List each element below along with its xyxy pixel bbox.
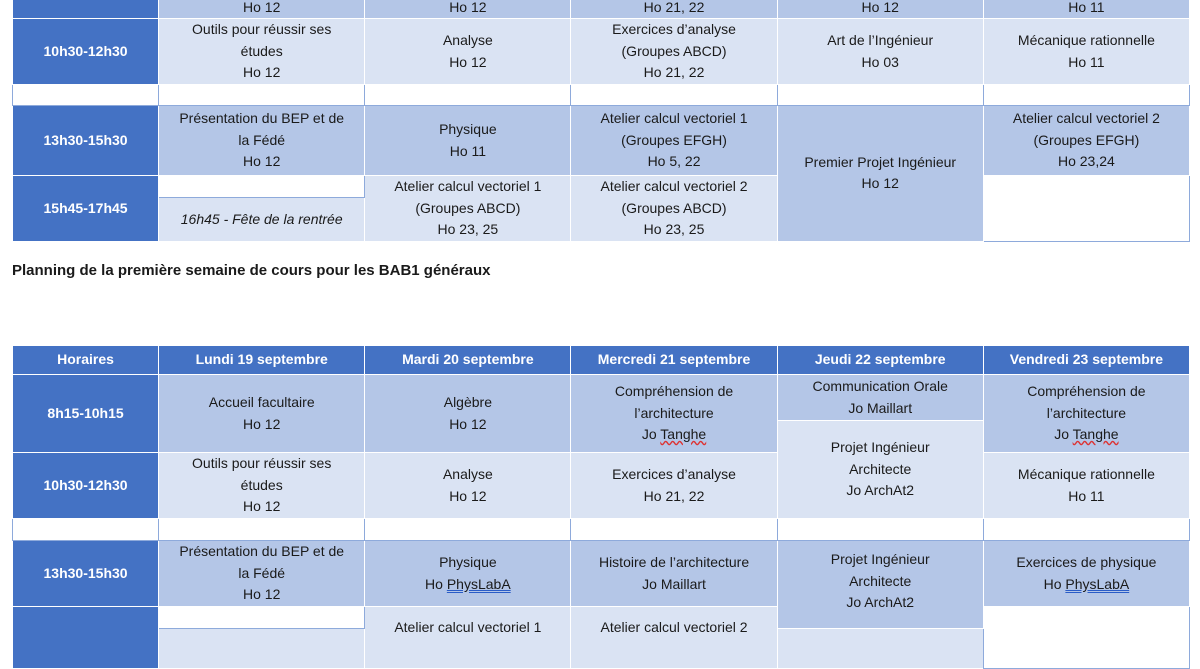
cell-line: Physique (439, 121, 497, 137)
blank-cell (983, 176, 1189, 242)
schedule-cell (983, 19, 1189, 85)
cell-line: Mécanique rationnelle (1017, 466, 1155, 482)
cell-line: (Groupes EFGH) (621, 131, 727, 148)
schedule-cell (571, 106, 777, 176)
cell-line: Accueil facultaire (208, 394, 315, 410)
cell-text: Ho 11 (1068, 0, 1105, 15)
table-row (13, 519, 1190, 541)
blank-cell (777, 85, 983, 106)
cell-text: Tanghe (1072, 426, 1119, 443)
cell-line: Ho 12 (243, 415, 281, 432)
schedule-cell (777, 421, 983, 519)
schedule-table-top (12, 0, 1190, 242)
schedule-cell (777, 541, 983, 629)
section-heading: Planning de la première semaine de cours pour les BAB1 généraux (12, 262, 491, 279)
schedule-cell (365, 19, 571, 85)
schedule-cell (159, 0, 365, 19)
blank-cell (159, 176, 365, 198)
schedule-cell (983, 0, 1189, 19)
schedule-cell (983, 375, 1189, 453)
schedule-cell (571, 541, 777, 607)
blank-cell (13, 519, 159, 541)
cell-line: Atelier calcul vectoriel 1 (394, 178, 542, 194)
cell-line: Atelier calcul vectoriel 2 (600, 178, 748, 194)
schedule-cell (571, 607, 777, 669)
header-row (13, 346, 1190, 375)
blank-cell (983, 519, 1189, 541)
cell-line: Jo ArchAt2 (846, 482, 915, 499)
schedule-cell (365, 0, 571, 19)
schedule-cell (159, 375, 365, 453)
table-row (13, 541, 1190, 607)
cell-line: études (240, 42, 283, 59)
schedule-cell (777, 375, 983, 421)
schedule-cell (983, 106, 1189, 176)
event-cell: 16h45 - Fête de la rentrée (159, 198, 365, 241)
cell-line: Ho 12 (449, 415, 487, 432)
schedule-cell (365, 453, 571, 519)
cell-line: Ho 11 (1068, 53, 1105, 70)
cell-line: Ho 11 (449, 142, 487, 159)
time-cell (13, 607, 159, 669)
table-row (13, 85, 1190, 106)
time-cell (13, 0, 159, 19)
column-header: Vendredi 23 septembre (983, 346, 1189, 375)
schedule-cell (365, 607, 571, 669)
table-row (13, 176, 1190, 198)
cell-line: Jo ArchAt2 (846, 594, 915, 610)
cell-line: Projet Ingénieur (830, 551, 930, 567)
cell-line: Présentation du BEP et de (179, 543, 345, 560)
cell-line: Ho 11 (1068, 487, 1105, 504)
cell-line (369, 574, 566, 596)
schedule-table-bab1 (12, 345, 1190, 669)
schedule-cell (159, 629, 365, 669)
schedule-cell (571, 0, 777, 19)
cell-line: Mécanique rationnelle (1017, 32, 1155, 48)
cell-line: Premier Projet Ingénieur (804, 153, 957, 170)
time-cell: 13h30-15h30 (13, 106, 159, 176)
cell-line: (Groupes EFGH) (1033, 131, 1140, 148)
cell-line: Ho 12 (243, 586, 281, 603)
cell-line: Compréhension de (614, 383, 734, 400)
cell-line: Architecte (849, 572, 912, 589)
cell-line: (Groupes ABCD) (415, 199, 521, 216)
blank-cell (983, 85, 1189, 106)
blank-cell (777, 519, 983, 541)
time-cell: 8h15-10h15 (13, 375, 159, 453)
time-cell: 10h30-12h30 (13, 19, 159, 85)
cell-line: Jo Maillart (848, 399, 913, 416)
schedule-cell (159, 541, 365, 607)
column-header: Horaires (13, 346, 159, 375)
cell-text: Ho 12 (243, 0, 281, 15)
table-row (13, 375, 1190, 421)
schedule-cell (365, 541, 571, 607)
cell-line (575, 424, 772, 446)
schedule-cell (983, 453, 1189, 519)
table-row (13, 607, 1190, 629)
cell-line: Atelier calcul vectoriel 2 (1012, 110, 1160, 127)
cell-line: Projet Ingénieur (830, 439, 930, 456)
cell-line: Exercices d’analyse (612, 466, 736, 482)
column-header: Jeudi 22 septembre (777, 346, 983, 375)
blank-cell (159, 85, 365, 106)
cell-line: Art de l’Ingénieur (827, 32, 934, 48)
cell-line: Ho 12 (449, 53, 487, 70)
cell-line: l’architecture (634, 404, 714, 421)
cell-line: (Groupes ABCD) (621, 42, 727, 59)
cell-text: PhysLabA (1065, 575, 1130, 592)
schedule-cell (571, 453, 777, 519)
cell-line: Ho 12 (243, 498, 281, 515)
cell-line: la Fédé (238, 564, 286, 581)
table-row (13, 0, 1190, 19)
cell-line: la Fédé (238, 131, 286, 148)
blank-cell (13, 85, 159, 106)
schedule-cell (777, 0, 983, 19)
cell-line: Ho 23, 25 (643, 221, 705, 237)
cell-line: Analyse (442, 32, 493, 48)
schedule-cell (777, 19, 983, 85)
blank-cell (365, 85, 571, 106)
blank-cell (571, 519, 777, 541)
cell-text: Ho (425, 575, 447, 592)
schedule-cell (159, 453, 365, 519)
cell-text: Tanghe (660, 426, 707, 443)
cell-line: Ho 23,24 (1057, 153, 1115, 170)
cell-line: Ho 21, 22 (643, 64, 705, 81)
column-header: Mardi 20 septembre (365, 346, 571, 375)
time-cell: 13h30-15h30 (13, 541, 159, 607)
schedule-cell (365, 106, 571, 176)
cell-line: Ho 12 (861, 175, 899, 192)
cell-line: Ho 23, 25 (437, 221, 499, 237)
cell-line: Ho 5, 22 (647, 153, 701, 170)
table-row (13, 19, 1190, 85)
cell-line: Présentation du BEP et de (179, 110, 345, 127)
blank-cell (159, 519, 365, 541)
blank-cell (159, 607, 365, 629)
blank-cell (365, 519, 571, 541)
cell-text: Ho 21, 22 (643, 0, 705, 15)
cell-line: Ho 12 (243, 64, 281, 81)
schedule-cell (571, 375, 777, 453)
cell-line: Physique (439, 554, 497, 570)
schedule-cell (365, 176, 571, 242)
schedule-cell (777, 629, 983, 669)
cell-line: Outils pour réussir ses (192, 455, 332, 472)
cell-line: Exercices d’analyse (612, 21, 736, 38)
cell-line: Atelier calcul vectoriel 1 (394, 619, 542, 635)
cell-line: Analyse (442, 466, 493, 482)
cell-line (988, 424, 1185, 446)
cell-line: Ho 12 (243, 153, 281, 170)
table-row (13, 106, 1190, 176)
schedule-cell (365, 375, 571, 453)
schedule-cell (571, 176, 777, 242)
cell-line: Communication Orale (812, 378, 948, 394)
cell-line: Algèbre (443, 394, 492, 410)
table-row (13, 453, 1190, 519)
cell-line: Compréhension de (1027, 383, 1146, 400)
column-header: Mercredi 21 septembre (571, 346, 777, 375)
cell-line: Ho 21, 22 (643, 487, 705, 504)
cell-text: Jo (641, 426, 661, 443)
cell-text: PhysLabA (446, 575, 511, 592)
schedule-cell (571, 19, 777, 85)
blank-cell (571, 85, 777, 106)
cell-line: Outils pour réussir ses (192, 21, 332, 38)
cell-line: Architecte (849, 460, 912, 477)
cell-line: Histoire de l’architecture (598, 554, 750, 570)
blank-cell (983, 607, 1189, 669)
time-cell: 10h30-12h30 (13, 453, 159, 519)
schedule-cell (159, 106, 365, 176)
cell-text: Ho 12 (449, 0, 487, 15)
cell-line: Ho 12 (449, 487, 487, 504)
cell-line: Atelier calcul vectoriel 1 (600, 110, 748, 127)
schedule-cell (983, 541, 1189, 607)
schedule-cell (777, 106, 983, 242)
cell-line: (Groupes ABCD) (621, 199, 727, 216)
column-header: Lundi 19 septembre (159, 346, 365, 375)
cell-line: études (240, 476, 283, 493)
cell-text: Jo (1054, 426, 1073, 443)
cell-line: l’architecture (1046, 404, 1127, 421)
cell-line: Ho 03 (861, 53, 899, 70)
time-cell: 15h45-17h45 (13, 176, 159, 242)
cell-text: Ho 12 (861, 0, 899, 15)
cell-line (988, 574, 1185, 596)
cell-text: Ho (1043, 575, 1066, 592)
cell-line: Atelier calcul vectoriel 2 (600, 619, 748, 635)
schedule-cell (159, 19, 365, 85)
cell-line: Jo Maillart (642, 575, 706, 592)
cell-line: Exercices de physique (1016, 554, 1157, 570)
